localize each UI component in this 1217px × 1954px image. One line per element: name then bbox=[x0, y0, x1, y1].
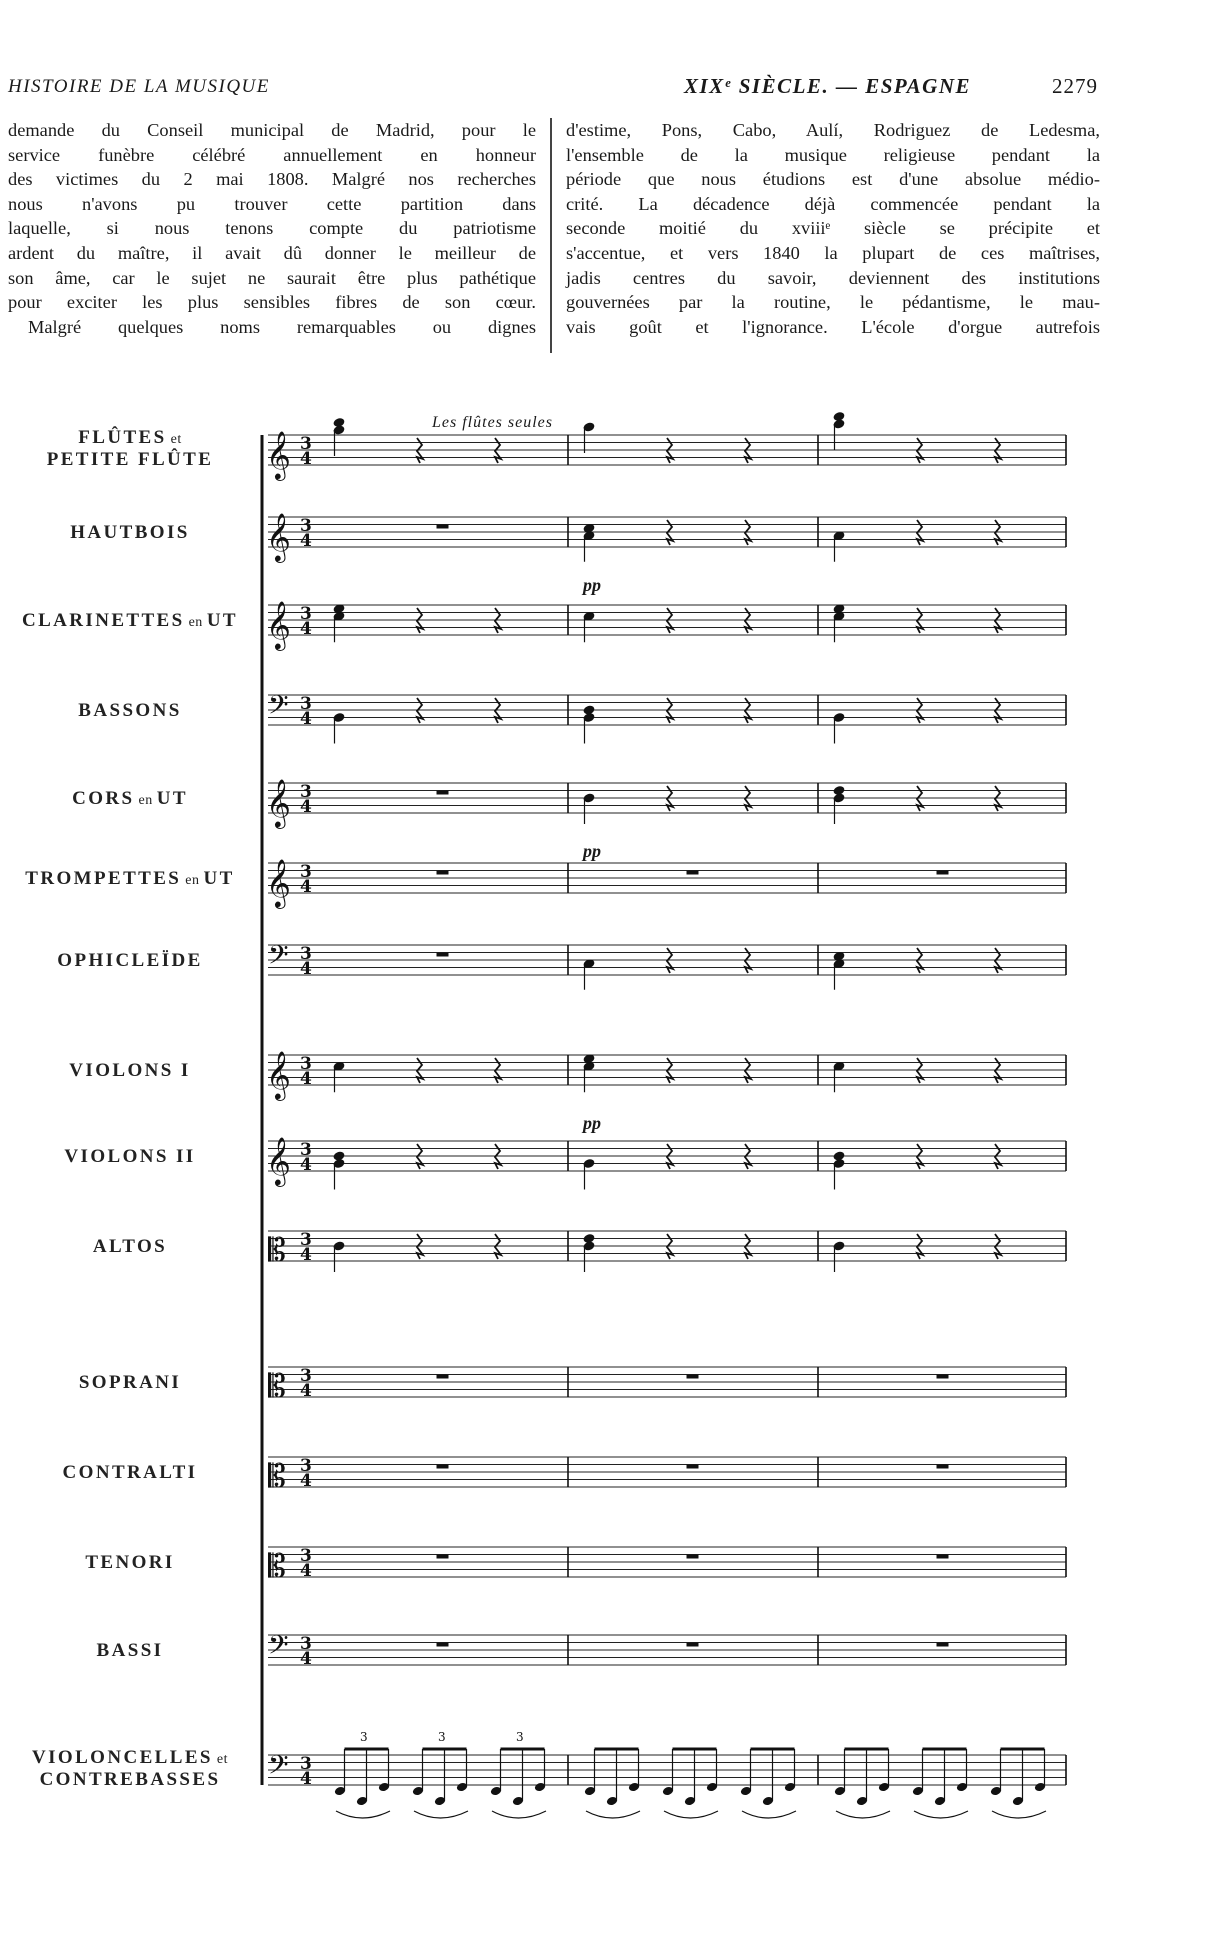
time-signature-numerator: 3 bbox=[300, 1546, 312, 1566]
time-signature-denominator: 4 bbox=[300, 709, 312, 729]
column-divider bbox=[550, 118, 552, 353]
whole-rest bbox=[687, 1643, 699, 1647]
time-signature-denominator: 4 bbox=[300, 1155, 312, 1175]
instrument-label bbox=[5, 1552, 255, 1574]
whole-rest bbox=[437, 871, 449, 875]
treble-clef: 𝄞 bbox=[266, 1136, 291, 1185]
time-signature-numerator: 3 bbox=[300, 604, 312, 624]
instrument-label bbox=[5, 1640, 255, 1662]
treble-clef: 𝄞 bbox=[266, 600, 291, 649]
instrument-name-2: UT bbox=[156, 788, 188, 809]
instrument-name: BASSONS bbox=[78, 700, 182, 721]
time-signature-numerator: 3 bbox=[300, 1054, 312, 1074]
instrument-name-2: PETITE FLÛTE bbox=[46, 449, 214, 470]
instrument-connector: en bbox=[134, 793, 157, 808]
instrument-label bbox=[5, 1372, 255, 1394]
running-header bbox=[0, 76, 1217, 106]
text-line: vais goût et l'ignorance. L'école d'orgue autrefois bbox=[566, 316, 1100, 337]
instrument-label bbox=[5, 427, 255, 471]
whole-rest bbox=[687, 1465, 699, 1469]
text-line: période que nous étudions est d'une absolue médio- bbox=[566, 169, 1100, 190]
instrument-label bbox=[5, 610, 255, 632]
instrument-name: SOPRANI bbox=[78, 1372, 182, 1393]
whole-rest bbox=[437, 953, 449, 957]
time-signature-numerator: 3 bbox=[300, 1456, 312, 1476]
time-signature-denominator: 4 bbox=[300, 1471, 312, 1491]
instrument-label bbox=[5, 1747, 255, 1791]
bass-clef: 𝄢 bbox=[268, 689, 289, 727]
instrument-label bbox=[5, 868, 255, 890]
note-head bbox=[332, 417, 345, 428]
time-signature-denominator: 4 bbox=[300, 619, 312, 639]
c-clef: 𝄡 bbox=[268, 1457, 286, 1495]
time-signature-numerator: 3 bbox=[300, 1754, 312, 1774]
text-line: gouvernées par la routine, le pédantisme, le mau- bbox=[566, 292, 1100, 313]
time-signature-numerator: 3 bbox=[300, 694, 312, 714]
slur bbox=[664, 1811, 718, 1818]
slur bbox=[992, 1811, 1046, 1818]
note-head bbox=[832, 785, 845, 796]
text-line: jadis centres du savoir, deviennent des institutions bbox=[566, 267, 1100, 288]
text-line: pour exciter les plus sensibles fibres de son cœur. bbox=[8, 292, 536, 313]
text-line: d'estime, Pons, Cabo, Aulí, Rodriguez de Ledesma, bbox=[566, 120, 1100, 140]
whole-rest bbox=[437, 791, 449, 795]
instrument-name: CORS bbox=[72, 788, 135, 809]
time-signature-denominator: 4 bbox=[300, 1381, 312, 1401]
instrument-label bbox=[5, 788, 255, 810]
whole-rest bbox=[437, 1555, 449, 1559]
time-signature-numerator: 3 bbox=[300, 434, 312, 454]
instrument-connector: en bbox=[184, 615, 207, 630]
note-head bbox=[582, 1233, 595, 1244]
instrument-connector: en bbox=[181, 873, 204, 888]
time-signature-denominator: 4 bbox=[300, 449, 312, 469]
whole-rest bbox=[687, 871, 699, 875]
text-column-left bbox=[8, 118, 536, 339]
bass-clef: 𝄢 bbox=[268, 939, 289, 977]
instrument-name: VIOLONS II bbox=[64, 1146, 196, 1167]
whole-rest bbox=[937, 1375, 949, 1379]
c-clef: 𝄡 bbox=[268, 1231, 286, 1269]
slur bbox=[492, 1811, 546, 1818]
instrument-name: HAUTBOIS bbox=[70, 522, 190, 543]
time-signature-numerator: 3 bbox=[300, 516, 312, 536]
time-signature-denominator: 4 bbox=[300, 1649, 312, 1669]
book-title: HISTOIRE DE LA MUSIQUE bbox=[8, 76, 270, 97]
time-signature-denominator: 4 bbox=[300, 959, 312, 979]
triplet-mark: 3 bbox=[516, 1730, 524, 1744]
dynamic-marking: pp bbox=[583, 575, 601, 595]
instrument-label bbox=[5, 1146, 255, 1168]
slur bbox=[414, 1811, 468, 1818]
chapter-title: XIXᵉ SIÈCLE. — ESPAGNE bbox=[684, 74, 971, 98]
instrument-label bbox=[5, 1236, 255, 1258]
orchestral-score bbox=[0, 400, 1217, 1820]
time-signature-numerator: 3 bbox=[300, 1366, 312, 1386]
time-signature-numerator: 3 bbox=[300, 782, 312, 802]
text-line: nous n'avons pu trouver cette partition dans bbox=[8, 193, 536, 214]
whole-rest bbox=[937, 871, 949, 875]
whole-rest bbox=[937, 1465, 949, 1469]
time-signature-denominator: 4 bbox=[300, 531, 312, 551]
instrument-label bbox=[5, 1060, 255, 1082]
instrument-name: CLARINETTES bbox=[21, 610, 185, 631]
slur bbox=[336, 1811, 390, 1818]
triplet-mark: 3 bbox=[438, 1730, 446, 1744]
text-line: Malgré quelques noms remarquables ou dignes bbox=[28, 316, 536, 337]
whole-rest bbox=[687, 1555, 699, 1559]
instrument-connector: et bbox=[212, 1752, 228, 1767]
slur bbox=[836, 1811, 890, 1818]
instrument-name-2: CONTREBASSES bbox=[39, 1769, 221, 1790]
page-number: 2279 bbox=[1052, 74, 1098, 98]
instrument-label bbox=[5, 1462, 255, 1484]
text-line: l'ensemble de la musique religieuse pendant la bbox=[566, 144, 1100, 165]
text-line: s'accentue, et vers 1840 la plupart de ces maîtrises, bbox=[566, 242, 1100, 263]
text-line: service funèbre célébré annuellement en honneur bbox=[8, 144, 536, 165]
whole-rest bbox=[937, 1555, 949, 1559]
text-line: crité. La décadence déjà commencée pendant la bbox=[566, 193, 1100, 214]
time-signature-denominator: 4 bbox=[300, 1769, 312, 1789]
text-line: demande du Conseil municipal de Madrid, pour le bbox=[8, 120, 536, 140]
c-clef: 𝄡 bbox=[268, 1547, 286, 1585]
instrument-connector: et bbox=[166, 432, 182, 447]
text-line: laquelle, si nous tenons compte du patriotisme bbox=[8, 218, 536, 239]
instrument-name: TENORI bbox=[85, 1552, 175, 1573]
instrument-name: BASSI bbox=[96, 1640, 164, 1661]
performance-direction: Les flûtes seules bbox=[432, 414, 553, 431]
text-line: des victimes du 2 mai 1808. Malgré nos recherches bbox=[8, 169, 536, 190]
instrument-name: TROMPETTES bbox=[25, 868, 182, 889]
note-head bbox=[582, 704, 595, 715]
bass-clef: 𝄢 bbox=[268, 1749, 289, 1787]
instrument-label bbox=[5, 522, 255, 544]
note-head bbox=[832, 1150, 845, 1161]
treble-clef: 𝄞 bbox=[266, 858, 291, 907]
time-signature-numerator: 3 bbox=[300, 1140, 312, 1160]
treble-clef: 𝄞 bbox=[266, 512, 291, 561]
whole-rest bbox=[437, 1643, 449, 1647]
time-signature-numerator: 3 bbox=[300, 944, 312, 964]
slur bbox=[742, 1811, 796, 1818]
bass-clef: 𝄢 bbox=[268, 1629, 289, 1667]
slur bbox=[914, 1811, 968, 1818]
time-signature-numerator: 3 bbox=[300, 1634, 312, 1654]
text-line: son âme, car le sujet ne saurait être plus pathétique bbox=[8, 267, 536, 288]
instrument-label bbox=[5, 950, 255, 972]
treble-clef: 𝄞 bbox=[266, 778, 291, 827]
whole-rest bbox=[437, 525, 449, 529]
instrument-name: OPHICLEÏDE bbox=[57, 950, 203, 971]
whole-rest bbox=[687, 1375, 699, 1379]
dynamic-marking: pp bbox=[583, 841, 601, 861]
instrument-name: ALTOS bbox=[92, 1236, 168, 1257]
instrument-name: FLÛTES bbox=[78, 427, 167, 448]
whole-rest bbox=[437, 1465, 449, 1469]
c-clef: 𝄡 bbox=[268, 1367, 286, 1405]
dynamic-marking: pp bbox=[583, 1113, 601, 1133]
slur bbox=[586, 1811, 640, 1818]
time-signature-numerator: 3 bbox=[300, 1230, 312, 1250]
time-signature-denominator: 4 bbox=[300, 877, 312, 897]
instrument-name-2: UT bbox=[206, 610, 239, 631]
time-signature-denominator: 4 bbox=[300, 1069, 312, 1089]
instrument-name-2: UT bbox=[203, 868, 235, 889]
instrument-name: VIOLONS I bbox=[69, 1060, 191, 1081]
treble-clef: 𝄞 bbox=[266, 1050, 291, 1099]
text-column-right bbox=[566, 118, 1100, 339]
instrument-label bbox=[5, 700, 255, 722]
treble-clef: 𝄞 bbox=[266, 430, 291, 479]
note-head bbox=[832, 411, 845, 422]
triplet-mark: 3 bbox=[360, 1730, 368, 1744]
time-signature-numerator: 3 bbox=[300, 862, 312, 882]
instrument-name: CONTRALTI bbox=[62, 1462, 198, 1483]
instrument-name: VIOLONCELLES bbox=[32, 1747, 213, 1768]
time-signature-denominator: 4 bbox=[300, 1561, 312, 1581]
text-line: ardent du maître, il avait dû donner le meilleur de bbox=[8, 242, 536, 263]
text-line: seconde moitié du xviiiᵉ siècle se précipite et bbox=[566, 218, 1100, 239]
time-signature-denominator: 4 bbox=[300, 1245, 312, 1265]
note-head bbox=[332, 1150, 345, 1161]
whole-rest bbox=[937, 1643, 949, 1647]
whole-rest bbox=[437, 1375, 449, 1379]
time-signature-denominator: 4 bbox=[300, 797, 312, 817]
